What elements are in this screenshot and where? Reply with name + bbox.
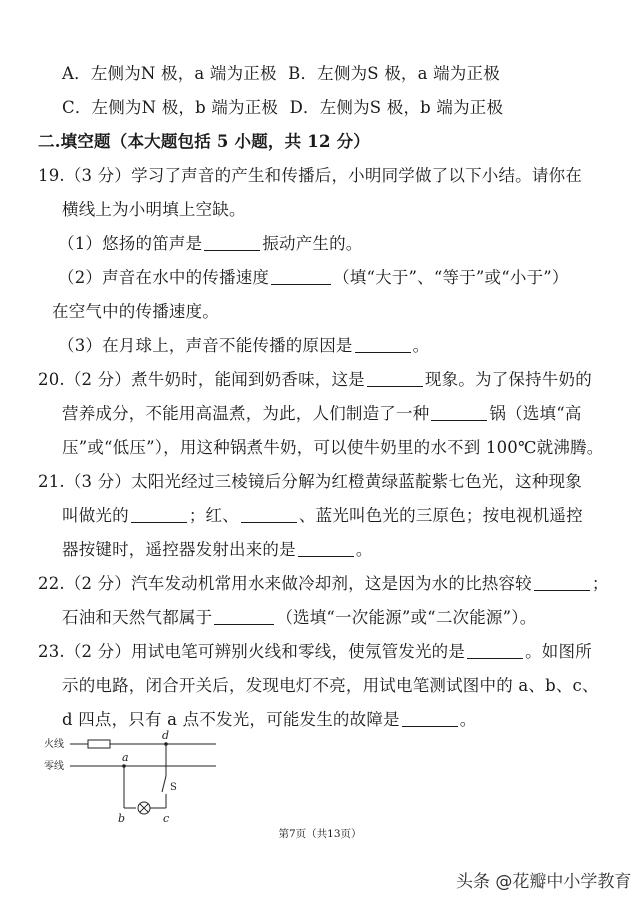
junction-d xyxy=(164,742,168,746)
q19-part1-post: 振动产生的。 xyxy=(262,234,363,253)
q20-line2 xyxy=(62,403,582,425)
answer-blank[interactable] xyxy=(355,336,411,353)
watermark: 头条 @花瓣中小学教育 xyxy=(456,872,632,892)
q22-line1 xyxy=(38,573,609,595)
q22-line2-post: （选填“一次能源”或“二次能源”）。 xyxy=(276,608,537,627)
q22-line1-post: ； xyxy=(591,574,609,593)
q22-line2 xyxy=(62,607,536,629)
q20-line1 xyxy=(38,369,592,391)
q21-line1: 21.（3 分）太阳光经过三棱镜后分解为红橙黄绿蓝靛紫七色光，这种现象 xyxy=(38,472,582,491)
q19-part2-pre: （2）声音在水中的传播速度 xyxy=(58,268,270,287)
q21-line2-a: 叫做光的 xyxy=(62,506,129,525)
q20-line1-post: 现象。为了保持牛奶的 xyxy=(424,370,592,389)
option-b: B．左侧为S 极，a 端为正极 xyxy=(288,64,500,83)
q19-part1-pre: （1）悠扬的笛声是 xyxy=(58,234,203,253)
q20-line3: 压”或“低压”），用这种锅煮牛奶，可以使牛奶里的水不到 100℃就沸腾。 xyxy=(62,438,604,457)
q21-line3-pre: 器按键时，遥控器发射出来的是 xyxy=(62,540,296,559)
answer-blank[interactable] xyxy=(241,506,297,523)
option-a: A．左侧为N 极，a 端为正极 xyxy=(62,64,277,83)
q23-line1-pre: 23.（2 分）用试电笔可辨别火线和零线，使氖管发光的是 xyxy=(38,642,466,661)
q22-line2-pre: 石油和天然气都属于 xyxy=(62,608,213,627)
q23-line2: 示的电路，闭合开关后，发现电灯不亮，用试电笔测试图中的 a、b、c、 xyxy=(62,676,599,695)
fuse xyxy=(88,740,110,748)
q19-part3-pre: （3）在月球上，声音不能传播的原因是 xyxy=(58,336,353,355)
answer-blank[interactable] xyxy=(271,268,331,285)
q19-part2-line2: 在空气中的传播速度。 xyxy=(52,302,219,321)
answer-blank[interactable] xyxy=(298,540,354,557)
q19-part2-post: （填“大于”、“等于”或“小于”） xyxy=(333,268,569,287)
q23-line1 xyxy=(38,641,592,663)
q20-line2-pre: 营养成分，不能用高温煮，为此，人们制造了一种 xyxy=(62,404,430,423)
switch-label: S xyxy=(170,782,177,793)
answer-blank[interactable] xyxy=(431,404,487,421)
answer-blank[interactable] xyxy=(367,370,423,387)
answer-blank[interactable] xyxy=(131,506,187,523)
neutral-wire-label: 零线 xyxy=(44,761,64,772)
section-title: 二.填空题（本大题包括 5 小题，共 12 分） xyxy=(38,132,370,151)
q22-line1-pre: 22.（2 分）汽车发动机常用水来做冷却剂，这是因为水的比热容较 xyxy=(38,574,532,593)
q20-line1-pre: 20.（2 分）煮牛奶时，能闻到奶香味，这是 xyxy=(38,370,365,389)
point-d-label: d xyxy=(162,729,170,742)
q23-line3-pre: d 四点，只有 a 点不发光，可能发生的故障是 xyxy=(62,710,400,729)
page-footer: 第7页（共13页） xyxy=(278,828,362,840)
q21-line2-b: ；红、 xyxy=(188,506,239,525)
q19-part1 xyxy=(58,233,363,255)
q21-line3-post: 。 xyxy=(355,540,373,559)
answer-blank[interactable] xyxy=(534,574,590,591)
q23-line3-post: 。 xyxy=(459,710,477,729)
answer-blank[interactable] xyxy=(204,234,260,251)
q21-line2 xyxy=(62,505,583,527)
q19-line1: 19.（3 分）学习了声音的产生和传播后，小明同学做了以下小结。请你在 xyxy=(38,166,582,185)
junction-a xyxy=(122,764,126,768)
point-a-label: a xyxy=(122,751,129,764)
point-b-label: b xyxy=(118,812,126,825)
q20-line2-post: 锅（选填“高 xyxy=(489,404,582,423)
live-wire-label: 火线 xyxy=(44,739,64,750)
q19-part3-post: 。 xyxy=(412,336,430,355)
answer-blank[interactable] xyxy=(214,608,274,625)
q21-line2-c: 、蓝光叫色光的三原色；按电视机遥控 xyxy=(298,506,583,525)
option-c: C．左侧为N 极，b 端为正极 xyxy=(62,98,279,117)
option-c-d-line xyxy=(62,97,503,119)
q21-line3 xyxy=(62,539,373,561)
option-d: D．左侧为S 极，b 端为正极 xyxy=(289,98,504,117)
q19-part3 xyxy=(58,335,429,357)
switch-blade xyxy=(162,776,166,792)
circuit-diagram xyxy=(44,728,224,828)
answer-blank[interactable] xyxy=(467,642,523,659)
q19-line2: 横线上为小明填上空缺。 xyxy=(62,200,246,219)
q19-part2 xyxy=(58,267,569,289)
option-a-b-line xyxy=(62,63,500,85)
q23-line1-post: 。如图所 xyxy=(525,642,592,661)
answer-blank[interactable] xyxy=(402,710,458,727)
point-c-label: c xyxy=(163,812,170,825)
